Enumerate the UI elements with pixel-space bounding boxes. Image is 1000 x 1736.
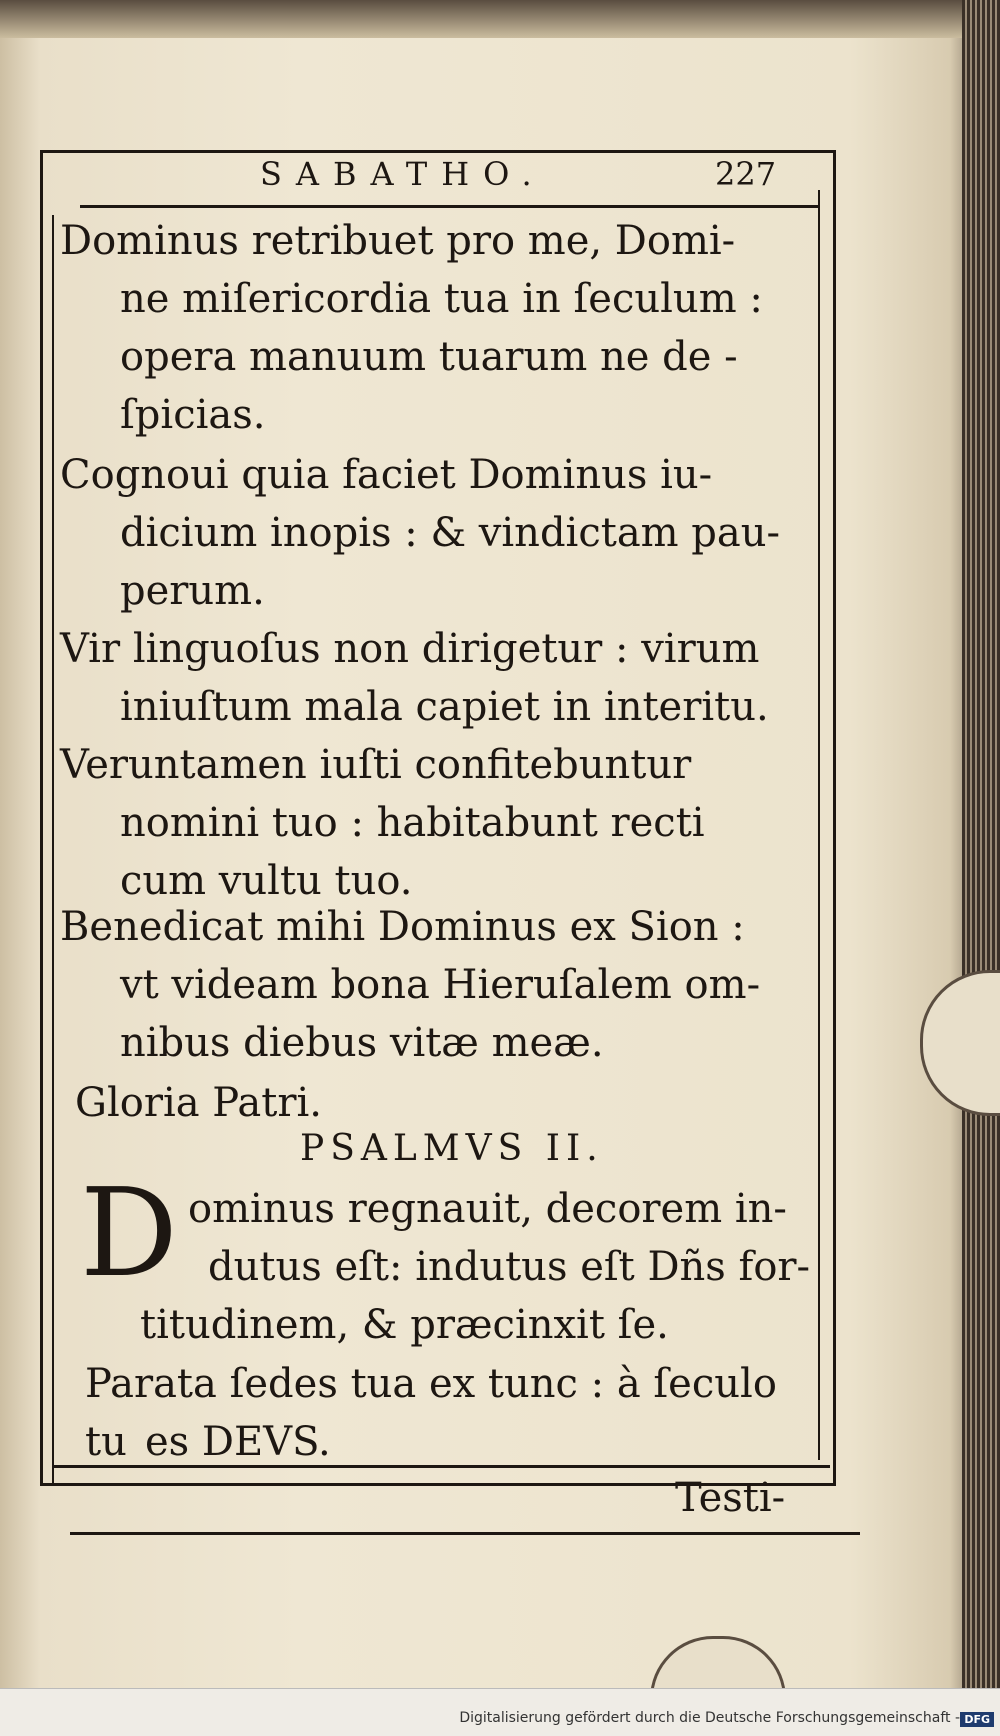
verse-5-continuation: vt videam bona Hieruſalem om- nibus diebus vitæ meæ. xyxy=(120,962,761,1066)
frame-left-rule xyxy=(52,215,54,1485)
funding-notice: Digitalisierung gefördert durch die Deutsche Forschungsgemeinschaft - xyxy=(459,1710,960,1726)
verse-1-first-line: Dominus retribuet pro me, Domi- xyxy=(60,218,736,264)
psalm-verse-1-line-3: titudinem, & præcinxit ſe. xyxy=(140,1302,669,1348)
psalm-verse-2-line-1: Parata ſedes tua ex tunc : à ſeculo tu xyxy=(85,1361,777,1465)
verse-2-continuation: dicium inopis : & vindictam pau- perum. xyxy=(120,510,781,614)
verse-5 xyxy=(60,898,820,1072)
running-head: SABATHO. xyxy=(260,155,546,193)
verse-3 xyxy=(60,620,820,736)
verse-2-first-line: Cognoui quia faciet Dominus iu- xyxy=(60,452,713,498)
gloria-patri: Gloria Patri. xyxy=(75,1080,322,1126)
verse-4-first-line: Veruntamen iuſti confitebuntur xyxy=(60,742,692,788)
drop-cap: D xyxy=(80,1162,178,1304)
verse-1-continuation: ne miſericordia tua in ſeculum : opera manuum tuarum ne de - ſpicias. xyxy=(120,276,763,438)
psalm-verse-1-line-2: dutus eſt: indutus eſt Dñs for- xyxy=(208,1244,811,1290)
verse-5-first-line: Benedicat mihi Dominus ex Sion : xyxy=(60,904,745,950)
scan-clip-right xyxy=(920,970,1000,1116)
dfg-logo: DFG xyxy=(960,1712,994,1727)
verse-4 xyxy=(60,736,820,910)
verse-3-continuation: iniuſtum mala capiet in interitu. xyxy=(120,684,769,730)
bottom-border-rule xyxy=(70,1532,860,1535)
psalm-title: PSALMVS II. xyxy=(300,1128,604,1169)
verse-3-first-line: Vir linguoſus non dirigetur : virum xyxy=(60,626,760,672)
verse-1 xyxy=(60,212,820,444)
page-top-shadow xyxy=(0,0,1000,38)
page-number: 227 xyxy=(715,155,777,193)
verse-2 xyxy=(60,446,820,620)
verse-4-continuation: nomini tuo : habitabunt recti cum vultu tuo. xyxy=(120,800,705,904)
header-rule xyxy=(80,205,820,208)
psalm-verse-2-line-2: es DEVS. xyxy=(145,1419,331,1465)
verse-6 xyxy=(75,1074,835,1132)
psalm-verse-1-line-1: ominus regnauit, decorem in- xyxy=(188,1186,787,1232)
book-page-edges xyxy=(962,0,1000,1736)
catchword: Testi- xyxy=(675,1475,786,1521)
